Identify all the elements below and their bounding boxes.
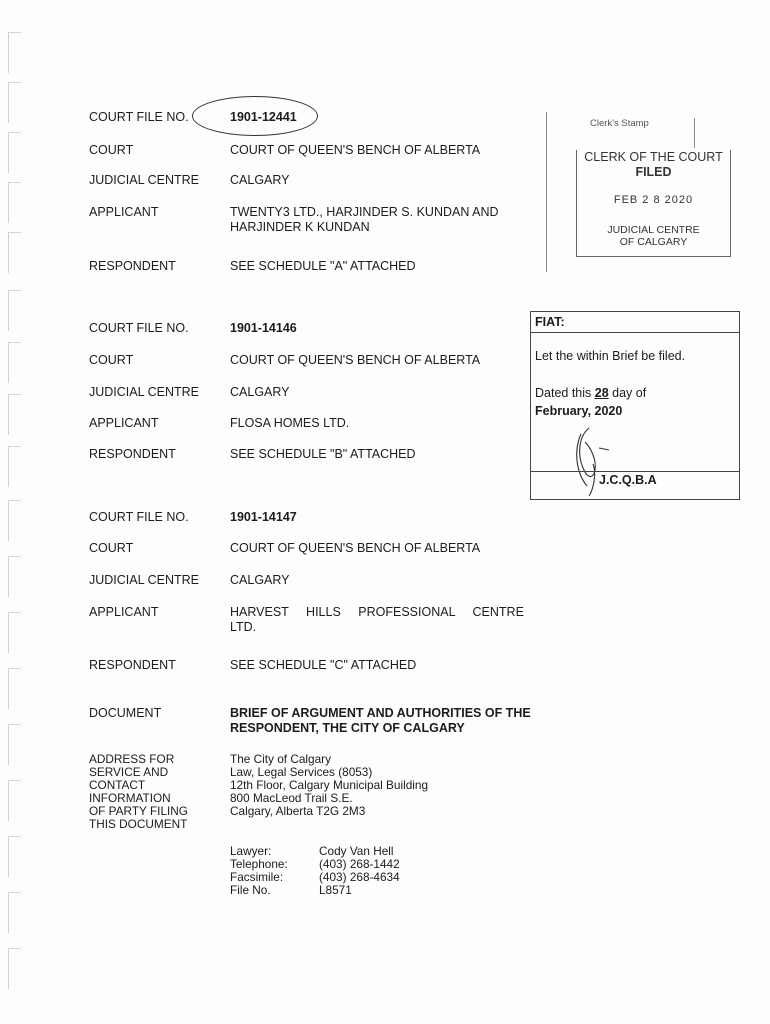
contact-value: L8571 xyxy=(319,883,352,897)
scan-mark xyxy=(8,446,21,487)
respondent: SEE SCHEDULE "B" ATTACHED xyxy=(230,447,416,461)
court-file-number: 1901-14147 xyxy=(230,510,297,524)
scan-mark xyxy=(8,182,21,223)
address-line: Law, Legal Services (8053) xyxy=(230,765,373,779)
address-line: Calgary, Alberta T2G 2M3 xyxy=(230,804,366,818)
scan-mark xyxy=(8,500,21,541)
court-label: COURT xyxy=(89,353,134,367)
fiat-day: 28 xyxy=(594,386,609,400)
stamp-border-mark xyxy=(546,112,547,272)
applicant-line-1: HARVEST HILLS PROFESSIONAL CENTRE xyxy=(230,605,524,619)
judicial-centre: CALGARY xyxy=(230,573,290,587)
applicant-line-2: HARJINDER K KUNDAN xyxy=(230,220,370,234)
address-label-line: ADDRESS FOR xyxy=(89,752,175,766)
respondent-label: RESPONDENT xyxy=(89,259,176,273)
document-label: DOCUMENT xyxy=(89,706,162,720)
stamp-filed: FILED xyxy=(635,165,672,179)
contact-value: (403) 268-4634 xyxy=(319,870,400,884)
clerk-stamp xyxy=(576,150,731,257)
applicant-line-1: FLOSA HOMES LTD. xyxy=(230,416,350,430)
stamp-date: FEB 2 8 2020 xyxy=(613,194,694,206)
fiat-dated-suffix: day of xyxy=(608,386,647,400)
address-line: The City of Calgary xyxy=(230,752,331,766)
applicant-label: APPLICANT xyxy=(89,605,159,619)
scan-mark xyxy=(8,132,21,173)
document-title-line-2: RESPONDENT, THE CITY OF CALGARY xyxy=(230,721,465,735)
applicant-line-1: TWENTY3 LTD., HARJINDER S. KUNDAN AND xyxy=(230,205,499,219)
applicant-line-2: LTD. xyxy=(230,620,257,634)
contact-value: Cody Van Hell xyxy=(319,844,394,858)
scan-mark xyxy=(8,780,21,821)
court-label: COURT xyxy=(89,143,134,157)
court-file-number: 1901-14146 xyxy=(230,321,297,335)
contact-label: File No. xyxy=(230,883,271,897)
court-file-label: COURT FILE NO. xyxy=(89,510,189,524)
scan-mark xyxy=(8,668,21,709)
contact-label: Telephone: xyxy=(230,857,288,871)
contact-values xyxy=(319,845,400,897)
respondent-label: RESPONDENT xyxy=(89,658,176,672)
court-file-label: COURT FILE NO. xyxy=(89,321,189,335)
court-name: COURT OF QUEEN'S BENCH OF ALBERTA xyxy=(230,541,481,555)
court-label: COURT xyxy=(89,541,134,555)
stamp-centre-1: JUDICIAL CENTRE xyxy=(607,224,700,236)
fiat-signatory: J.C.Q.B.A xyxy=(599,473,657,487)
fiat-box xyxy=(530,311,740,500)
address-line: 800 MacLeod Trail S.E. xyxy=(230,791,353,805)
stamp-border-mark xyxy=(694,118,695,148)
service-address xyxy=(230,753,428,818)
court-file-label: COURT FILE NO. xyxy=(89,110,189,124)
respondent: SEE SCHEDULE "C" ATTACHED xyxy=(230,658,417,672)
scan-mark xyxy=(8,836,21,877)
scan-mark xyxy=(8,32,21,73)
judicial-centre-label: JUDICIAL CENTRE xyxy=(89,173,199,187)
address-label-line: SERVICE AND xyxy=(89,765,169,779)
address-label-line: THIS DOCUMENT xyxy=(89,817,188,831)
scan-mark xyxy=(8,948,21,989)
applicant-label: APPLICANT xyxy=(89,205,159,219)
stamp-clerk: CLERK OF THE COURT xyxy=(584,150,723,164)
contact-label: Lawyer: xyxy=(230,844,272,858)
fiat-dated-line xyxy=(535,385,646,401)
address-line: 12th Floor, Calgary Municipal Building xyxy=(230,778,429,792)
scan-mark xyxy=(8,892,21,933)
address-label-line: INFORMATION xyxy=(89,791,171,805)
fiat-divider xyxy=(531,332,739,333)
court-name: COURT OF QUEEN'S BENCH OF ALBERTA xyxy=(230,353,481,367)
handwritten-circle xyxy=(192,96,318,136)
applicant-label: APPLICANT xyxy=(89,416,159,430)
court-file-number: 1901-12441 xyxy=(230,110,297,124)
contact-label: Facsimile: xyxy=(230,870,284,884)
contact-labels xyxy=(230,845,288,897)
fiat-month-year: February, 2020 xyxy=(535,404,623,418)
judicial-centre: CALGARY xyxy=(230,173,290,187)
address-label-line: CONTACT xyxy=(89,778,146,792)
court-name: COURT OF QUEEN'S BENCH OF ALBERTA xyxy=(230,143,481,157)
scan-mark xyxy=(8,724,21,765)
scan-mark xyxy=(8,394,21,435)
fiat-order-text: Let the within Brief be filed. xyxy=(535,349,686,363)
address-label-line: OF PARTY FILING xyxy=(89,804,188,818)
fiat-dated-prefix: Dated this xyxy=(535,386,595,400)
scan-mark xyxy=(8,290,21,331)
contact-value: (403) 268-1442 xyxy=(319,857,400,871)
stamp-centre-2: OF CALGARY xyxy=(619,236,688,248)
document-title-line-1: BRIEF OF ARGUMENT AND AUTHORITIES OF THE xyxy=(230,706,531,720)
scan-mark xyxy=(8,232,21,273)
judicial-centre-label: JUDICIAL CENTRE xyxy=(89,573,199,587)
scan-mark xyxy=(8,342,21,383)
judicial-centre: CALGARY xyxy=(230,385,290,399)
scan-mark xyxy=(8,82,21,123)
scan-mark xyxy=(8,612,21,653)
judicial-centre-label: JUDICIAL CENTRE xyxy=(89,385,199,399)
address-label xyxy=(89,753,188,831)
fiat-heading: FIAT: xyxy=(535,315,565,329)
respondent-label: RESPONDENT xyxy=(89,447,176,461)
stamp-caption: Clerk's Stamp xyxy=(590,118,649,129)
respondent: SEE SCHEDULE "A" ATTACHED xyxy=(230,259,416,273)
scan-mark xyxy=(8,556,21,597)
